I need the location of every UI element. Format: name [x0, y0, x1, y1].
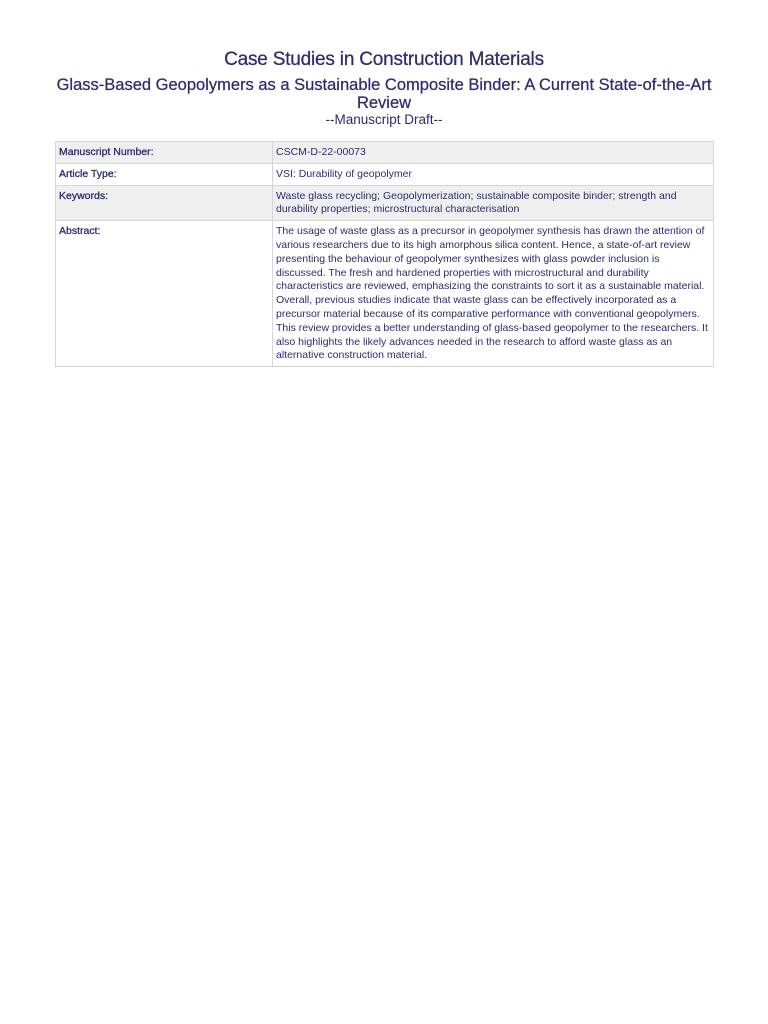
row-value: The usage of waste glass as a precursor in geopolymer synthesis has drawn the attention of various researchers due to its high amorphous silica content. Hence, a state-of-art review presenting the behaviour of geopolymer synthesizes with glass powder inclusion is discussed. The fresh and hardened properties with microstructural and durability characteristics are reviewed, emphasizing the constraints to sort it as a sustainable material. Overall, previous studies indicate that waste glass can be effectively incorporated as a precursor material because of its comparative performance with conventional geopolymers. This review provides a better understanding of glass-based geopolymer to the researchers. It also highlights the likely advances needed in the research to afford waste glass as an alternative construction material.	[273, 221, 714, 367]
table-row-article-type	[56, 163, 714, 185]
row-label: Manuscript Number:	[56, 142, 273, 164]
document-header	[0, 48, 768, 128]
draft-label: --Manuscript Draft--	[325, 112, 443, 127]
row-label: Article Type:	[56, 163, 273, 185]
row-label: Abstract:	[56, 221, 273, 367]
table-row-abstract	[56, 221, 714, 367]
row-label: Keywords:	[56, 185, 273, 221]
row-value: VSI: Durability of geopolymer	[273, 163, 714, 185]
article-title: Glass-Based Geopolymers as a Sustainable Composite Binder: A Current State-of-the-Art Review	[56, 76, 712, 112]
table-row-manuscript-number	[56, 142, 714, 164]
row-value: CSCM-D-22-00073	[273, 142, 714, 164]
row-value: Waste glass recycling; Geopolymerization; sustainable composite binder; strength and durability properties; microstructural characterisation	[273, 185, 714, 221]
manuscript-metadata-table	[55, 141, 714, 367]
journal-title: Case Studies in Construction Materials	[224, 49, 544, 70]
table-row-keywords	[56, 185, 714, 221]
